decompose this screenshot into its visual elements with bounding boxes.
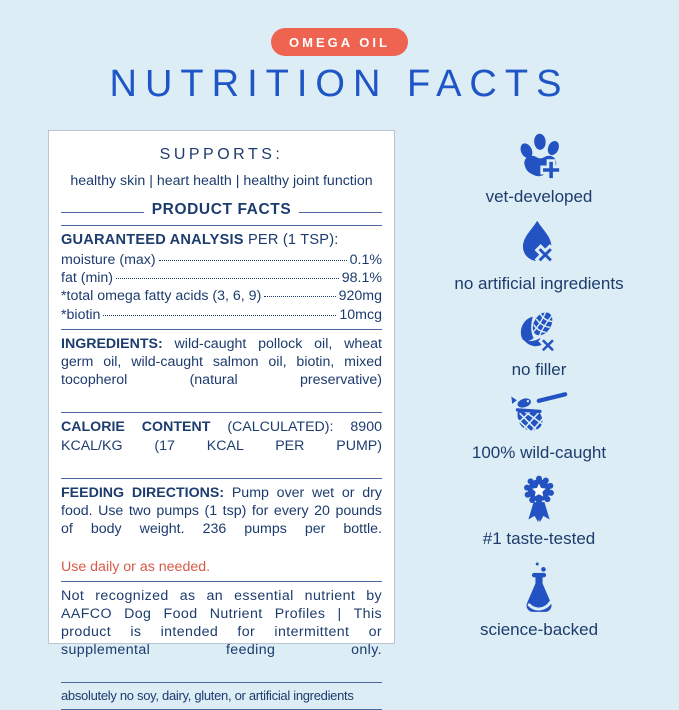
aafco-note: Not recognized as an essential nutrient by AAFCO Dog Food Nutrient Profiles | This product is intended for intermittent or supplemental feeding only.	[61, 587, 382, 658]
row-value: 0.1%	[349, 251, 382, 268]
benefit-label: vet-developed	[485, 187, 593, 206]
feeding-directions-text: Pump over wet or dry food. Use two pumps (1 tsp) for every 20 pounds of body weight. 236 pumps per bottle.	[61, 484, 382, 537]
droplet-x-icon	[514, 218, 564, 270]
dot-leader	[116, 278, 339, 279]
row-value: 98.1%	[341, 270, 382, 286]
calorie-content-text: (CALCULATED): 8900 KCAL/KG (17 KCAL PER PUMP)	[61, 419, 382, 454]
benefit-label: #1 taste-tested	[482, 528, 596, 548]
ingredients-text: wild-caught pollock oil, wheat germ oil, wild-caught salmon oil, biotin, mixed tocopherol (natural preservative)	[61, 336, 382, 389]
product-facts-heading: PRODUCT FACTS	[61, 200, 382, 220]
feeding-directions-heading: FEEDING DIRECTIONS:	[61, 484, 225, 501]
supports-text: healthy skin | heart health | healthy joint function	[70, 173, 373, 190]
product-badge: OMEGA OIL	[271, 28, 408, 56]
benefit-vet-developed	[486, 131, 593, 207]
row-label: *biotin	[61, 306, 101, 323]
row-label: moisture (max)	[61, 251, 156, 268]
divider	[61, 682, 382, 683]
benefit-no-filler	[512, 306, 567, 380]
divider	[61, 412, 382, 413]
benefit-label: 100% wild-caught	[471, 443, 607, 463]
benefit-science-backed	[480, 560, 598, 640]
usage-note: Use daily or as needed.	[61, 558, 211, 575]
ingredients-section	[61, 335, 382, 407]
row-label: fat (min)	[61, 270, 114, 286]
science-flask-icon	[515, 560, 563, 616]
ingredients-heading: INGREDIENTS:	[61, 336, 163, 353]
divider	[61, 212, 144, 213]
divider	[61, 581, 382, 582]
table-row	[61, 287, 382, 305]
feeding-directions-section	[61, 484, 382, 556]
benefit-wild-caught	[472, 391, 606, 463]
divider	[61, 478, 382, 479]
benefit-label: no artificial ingredients	[454, 274, 624, 294]
no-ingredients-note: absolutely no soy, dairy, gluten, or artificial ingredients	[61, 687, 354, 703]
supports-heading: SUPPORTS:	[159, 146, 284, 163]
paw-plus-icon	[512, 131, 566, 183]
fish-net-icon	[508, 391, 570, 439]
benefits-column	[408, 131, 670, 640]
award-ribbon-icon	[516, 475, 562, 525]
divider	[61, 329, 382, 330]
table-row	[61, 306, 382, 324]
page-header	[0, 28, 679, 106]
row-value: 920mg	[338, 288, 382, 305]
dot-leader	[103, 315, 336, 316]
table-row	[61, 251, 382, 269]
corn-x-icon	[513, 306, 565, 356]
dot-leader	[159, 260, 347, 261]
nutrition-facts-panel	[48, 130, 395, 703]
benefit-label: no filler	[511, 359, 567, 379]
table-row	[61, 269, 382, 287]
benefit-no-artificial-ingredients	[454, 218, 623, 294]
row-value: 10mcg	[339, 306, 382, 323]
benefit-taste-tested	[483, 475, 595, 549]
calorie-content-heading: CALORIE CONTENT	[61, 419, 211, 436]
calorie-content-section	[61, 418, 382, 472]
dot-leader	[264, 296, 335, 297]
divider	[299, 212, 382, 213]
divider	[61, 225, 382, 226]
row-label: *total omega fatty acids (3, 6, 9)	[61, 288, 262, 305]
guaranteed-analysis-heading: GUARANTEED ANALYSIS PER (1 TSP):	[61, 232, 339, 249]
page-title: NUTRITION FACTS	[109, 63, 570, 105]
benefit-label: science-backed	[479, 619, 599, 639]
